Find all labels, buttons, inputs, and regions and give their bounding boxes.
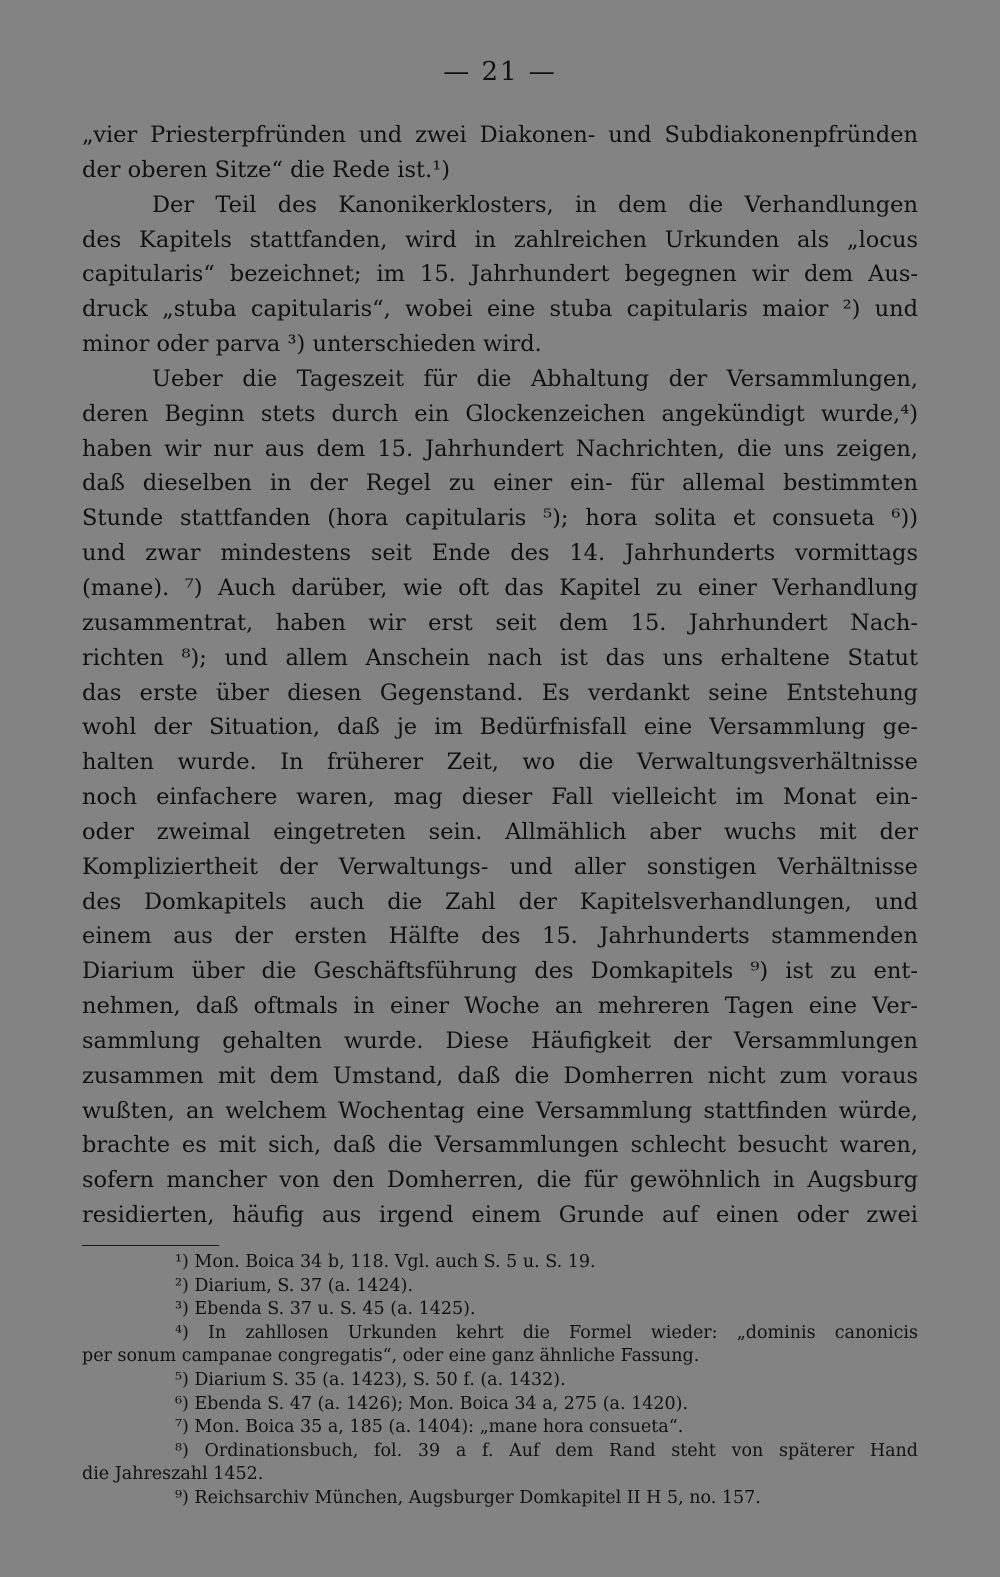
footnote-line: ²) Diarium, S. 37 (a. 1424). xyxy=(175,1275,414,1296)
body-line: capitularis“ bezeichnet; im 15. Jahrhundert begegnen wir dem Aus- xyxy=(82,261,918,288)
body-line: Diarium über die Geschäftsführung des Domkapitels ⁹) ist zu ent- xyxy=(82,958,918,985)
footnote-line: ⁵) Diarium S. 35 (a. 1423), S. 50 f. (a. 1432). xyxy=(175,1369,566,1390)
body-line: deren Beginn stets durch ein Glockenzeichen angekündigt wurde,⁴) xyxy=(82,400,918,427)
footnote-line: ¹) Mon. Boica 34 b, 118. Vgl. auch S. 5 u. S. 19. xyxy=(175,1252,596,1272)
body-line: des Domkapitels auch die Zahl der Kapitelsverhandlungen, und xyxy=(82,888,918,915)
body-line: wohl der Situation, daß je im Bedürfnisfall eine Versammlung ge- xyxy=(82,714,918,741)
body-line: daß dieselben in der Regel zu einer ein- für allemal bestimmten xyxy=(82,470,918,497)
body-line: brachte es mit sich, daß die Versammlungen schlecht besucht waren, xyxy=(82,1132,918,1159)
body-line: minor oder parva ³) unterschieden wird. xyxy=(82,331,542,358)
page-number: — 21 — xyxy=(443,57,557,87)
body-line: das erste über diesen Gegenstand. Es verdankt seine Entstehung xyxy=(82,679,918,706)
body-line: der oberen Sitze“ die Rede ist.¹) xyxy=(82,156,451,183)
body-line: sofern mancher von den Domherren, die für gewöhnlich in Augsburg xyxy=(82,1167,918,1194)
body-line: Stunde stattfanden (hora capitularis ⁵); hora solita et consueta ⁶)) xyxy=(82,505,918,532)
footnote-separator xyxy=(82,1245,219,1246)
body-line: einem aus der ersten Hälfte des 15. Jahrhunderts stammenden xyxy=(82,923,918,950)
body-line: (mane). ⁷) Auch darüber, wie oft das Kapitel zu einer Verhandlung xyxy=(82,574,918,601)
body-text xyxy=(82,118,918,1233)
footnote-line: ⁴) In zahllosen Urkunden kehrt die Formel wieder: „dominis canonicis xyxy=(175,1322,918,1343)
body-line: haben wir nur aus dem 15. Jahrhundert Nachrichten, die uns zeigen, xyxy=(82,435,918,462)
body-line: residierten, häufig aus irgend einem Grunde auf einen oder zwei xyxy=(82,1202,918,1229)
body-line: zusammentrat, haben wir erst seit dem 15. Jahrhundert Nach- xyxy=(82,609,918,636)
footnote-line: ³) Ebenda S. 37 u. S. 45 (a. 1425). xyxy=(175,1299,476,1320)
body-line: oder zweimal eingetreten sein. Allmählich aber wuchs mit der xyxy=(82,818,918,845)
body-line: sammlung gehalten wurde. Diese Häufigkeit der Versammlungen xyxy=(82,1027,918,1054)
body-line: Der Teil des Kanonikerklosters, in dem die Verhandlungen xyxy=(152,191,918,218)
body-line: Kompliziertheit der Verwaltungs- und aller sonstigen Verhältnisse xyxy=(82,853,918,880)
body-line: Ueber die Tageszeit für die Abhaltung der Versammlungen, xyxy=(152,365,918,392)
body-line: nehmen, daß oftmals in einer Woche an mehreren Tagen eine Ver- xyxy=(82,993,918,1020)
footnotes xyxy=(82,1251,918,1511)
body-line: zusammen mit dem Umstand, daß die Domherren nicht zum voraus xyxy=(82,1062,918,1089)
body-line: halten wurde. In früherer Zeit, wo die Verwaltungsverhältnisse xyxy=(82,749,918,776)
footnote-line: ⁸) Ordinationsbuch, fol. 39 a f. Auf dem Rand steht von späterer Hand xyxy=(175,1440,918,1461)
footnote-line: ⁷) Mon. Boica 35 a, 185 (a. 1404): „mane hora consueta“. xyxy=(175,1417,684,1438)
body-line: richten ⁸); und allem Anschein nach ist das uns erhaltene Statut xyxy=(82,644,918,671)
footnote-line: die Jahreszahl 1452. xyxy=(82,1464,264,1485)
footnote-line: ⁹) Reichsarchiv München, Augsburger Domkapitel II H 5, no. 157. xyxy=(175,1487,761,1508)
body-line: noch einfachere waren, mag dieser Fall vielleicht im Monat ein- xyxy=(82,784,918,811)
body-line: des Kapitels stattfanden, wird in zahlreichen Urkunden als „locus xyxy=(82,226,918,253)
footnote-line: ⁶) Ebenda S. 47 (a. 1426); Mon. Boica 34 a, 275 (a. 1420). xyxy=(175,1393,689,1414)
body-line: druck „stuba capitularis“, wobei eine stuba capitularis maior ²) und xyxy=(82,296,918,323)
footnote-line: per sonum campanae congregatis“, oder eine ganz ähnliche Fassung. xyxy=(82,1346,700,1367)
body-line: wußten, an welchem Wochentag eine Versammlung stattfinden würde, xyxy=(82,1097,918,1124)
body-line: „vier Priesterpfründen und zwei Diakonen- und Subdiakonenpfründen xyxy=(82,122,918,148)
body-line: und zwar mindestens seit Ende des 14. Jahrhunderts vormittags xyxy=(82,540,918,567)
